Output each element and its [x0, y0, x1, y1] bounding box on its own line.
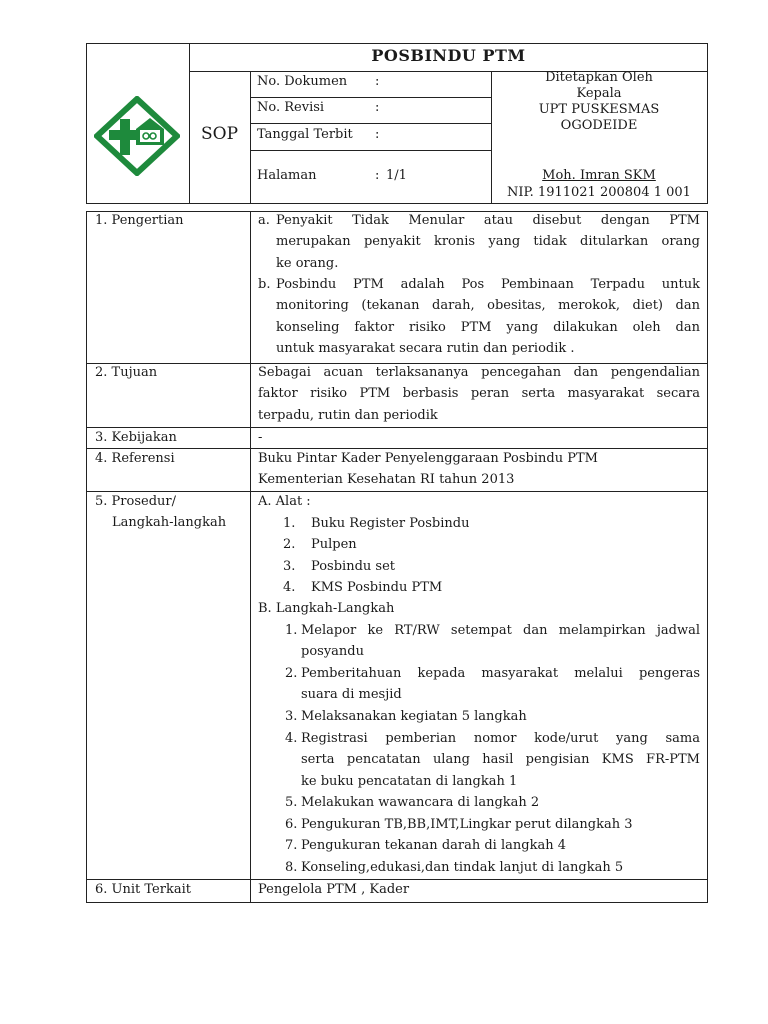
body-left-border [86, 211, 87, 902]
body-column-divider [250, 211, 251, 902]
field-sep: : [375, 127, 380, 142]
row-label-prosedur: 5. Prosedur/ [95, 494, 176, 509]
alat-num: 4. [283, 580, 296, 595]
step-text: Pengukuran TB,BB,IMT,Lingkar perut dilangkah 3 [301, 817, 633, 832]
alat-num: 2. [283, 537, 296, 552]
alat-item: Buku Register Posbindu [311, 516, 470, 531]
step-num: 5. [285, 795, 298, 810]
header-right-border [707, 43, 708, 203]
step-text [301, 728, 700, 792]
referensi-line-2: Kementerian Kesehatan RI tahun 2013 [258, 472, 515, 487]
alat-item: Pulpen [311, 537, 357, 552]
step-num: 7. [285, 838, 298, 853]
approval-line-2: Kepala [576, 86, 622, 101]
text-line: Melapor ke RT/RW setempat dan melampirkan jadwal [301, 623, 700, 638]
row-label-pengertian: 1. Pengertian [95, 213, 184, 228]
row-label-langkah: Langkah-langkah [112, 515, 227, 530]
text-line: posyandu [301, 644, 364, 660]
step-text: Melakukan wawancara di langkah 2 [301, 795, 540, 810]
step-text: Pengukuran tekanan darah di langkah 4 [301, 838, 566, 853]
header-top-border [86, 43, 708, 44]
list-marker-b: b. [258, 277, 271, 292]
document-title: POSBINDU PTM [371, 46, 526, 65]
logo-divider [189, 43, 190, 203]
row-divider-4 [86, 491, 708, 492]
puskesmas-logo-icon [94, 96, 180, 176]
field-divider-3 [250, 150, 491, 151]
text-line: Penyakit Tidak Menular atau disebut dengan PTM [276, 213, 700, 228]
text-line: merupakan penyakit kronis yang tidak ditularkan orang [276, 234, 700, 250]
alat-num: 1. [283, 516, 296, 531]
row-divider-5 [86, 879, 708, 880]
text-line: suara di mesjid [301, 687, 402, 703]
step-num: 2. [285, 666, 298, 681]
field-divider-2 [250, 123, 491, 124]
row-label-tujuan: 2. Tujuan [95, 365, 158, 380]
langkah-heading: B. Langkah-Langkah [258, 601, 395, 616]
field-sep: : [375, 168, 380, 183]
step-text [301, 620, 700, 663]
approver-name: Moh. Imran SKM [542, 168, 656, 183]
step-num: 3. [285, 709, 298, 724]
pengertian-item-b [276, 274, 700, 360]
approval-line-4: OGODEIDE [560, 118, 638, 133]
text-line: monitoring (tekanan darah, obesitas, merokok, diet) dan [276, 298, 700, 314]
pengertian-item-a [276, 210, 700, 274]
referensi-line-1: Buku Pintar Kader Penyelenggaraan Posbindu PTM [258, 451, 598, 466]
sop-divider [250, 71, 251, 203]
header-bottom-border [86, 203, 708, 204]
row-label-kebijakan: 3. Kebijakan [95, 430, 177, 445]
list-marker-a: a. [258, 213, 270, 228]
alat-heading: A. Alat : [258, 494, 311, 509]
sop-label: SOP [200, 124, 239, 144]
field-label-tanggal-terbit: Tanggal Terbit [257, 127, 353, 142]
text-line: Sebagai acuan terlaksananya pencegahan dan pengendalian [258, 365, 700, 380]
text-line: untuk masyarakat secara rutin dan periodik . [276, 341, 575, 357]
alat-item: Posbindu set [311, 559, 395, 574]
step-num: 1. [285, 623, 298, 638]
body-right-border [707, 211, 708, 902]
step-num: 6. [285, 817, 298, 832]
text-line: faktor risiko PTM berbasis peran serta masyarakat secara [258, 386, 700, 402]
field-label-halaman: Halaman [257, 168, 317, 183]
approver-nip: NIP. 1911021 200804 1 001 [507, 185, 691, 200]
approval-line-1: Ditetapkan Oleh [545, 70, 653, 85]
text-line: Posbindu PTM adalah Pos Pembinaan Terpadu untuk [276, 277, 700, 292]
row-label-unit-terkait: 6. Unit Terkait [95, 882, 191, 897]
row-divider-2 [86, 427, 708, 428]
alat-num: 3. [283, 559, 296, 574]
field-label-no-revisi: No. Revisi [257, 100, 325, 115]
step-num: 8. [285, 860, 298, 875]
approval-line-3: UPT PUSKESMAS [538, 102, 660, 117]
row-divider-3 [86, 448, 708, 449]
field-divider-1 [250, 97, 491, 98]
field-value-halaman: 1/1 [386, 168, 407, 183]
row-label-referensi: 4. Referensi [95, 451, 175, 466]
step-text [301, 663, 700, 706]
unit-terkait-value: Pengelola PTM , Kader [258, 882, 410, 897]
step-num: 4. [285, 731, 298, 746]
text-line: ke buku pencatatan di langkah 1 [301, 773, 518, 789]
alat-item: KMS Posbindu PTM [311, 580, 443, 595]
text-line: serta pencatatan ulang hasil pengisian KMS FR-PTM [301, 752, 700, 768]
field-sep: : [375, 74, 380, 89]
tujuan-text [258, 362, 700, 426]
text-line: Pemberitahuan kepada masyarakat melalui pengeras [301, 666, 700, 681]
field-sep: : [375, 100, 380, 115]
text-line: konseling faktor risiko PTM yang dilakukan oleh dan [276, 319, 700, 335]
body-bottom-border [86, 902, 708, 903]
text-line: Registrasi pemberian nomor kode/urut yang sama [301, 731, 700, 746]
kebijakan-value: - [258, 430, 263, 445]
step-text: Konseling,edukasi,dan tindak lanjut di langkah 5 [301, 860, 624, 875]
text-line: terpadu, rutin dan periodik [258, 407, 438, 423]
field-label-no-dokumen: No. Dokumen [257, 74, 348, 89]
header-left-border [86, 43, 87, 203]
text-line: ke orang. [276, 255, 339, 271]
step-text: Melaksanakan kegiatan 5 langkah [301, 709, 527, 724]
